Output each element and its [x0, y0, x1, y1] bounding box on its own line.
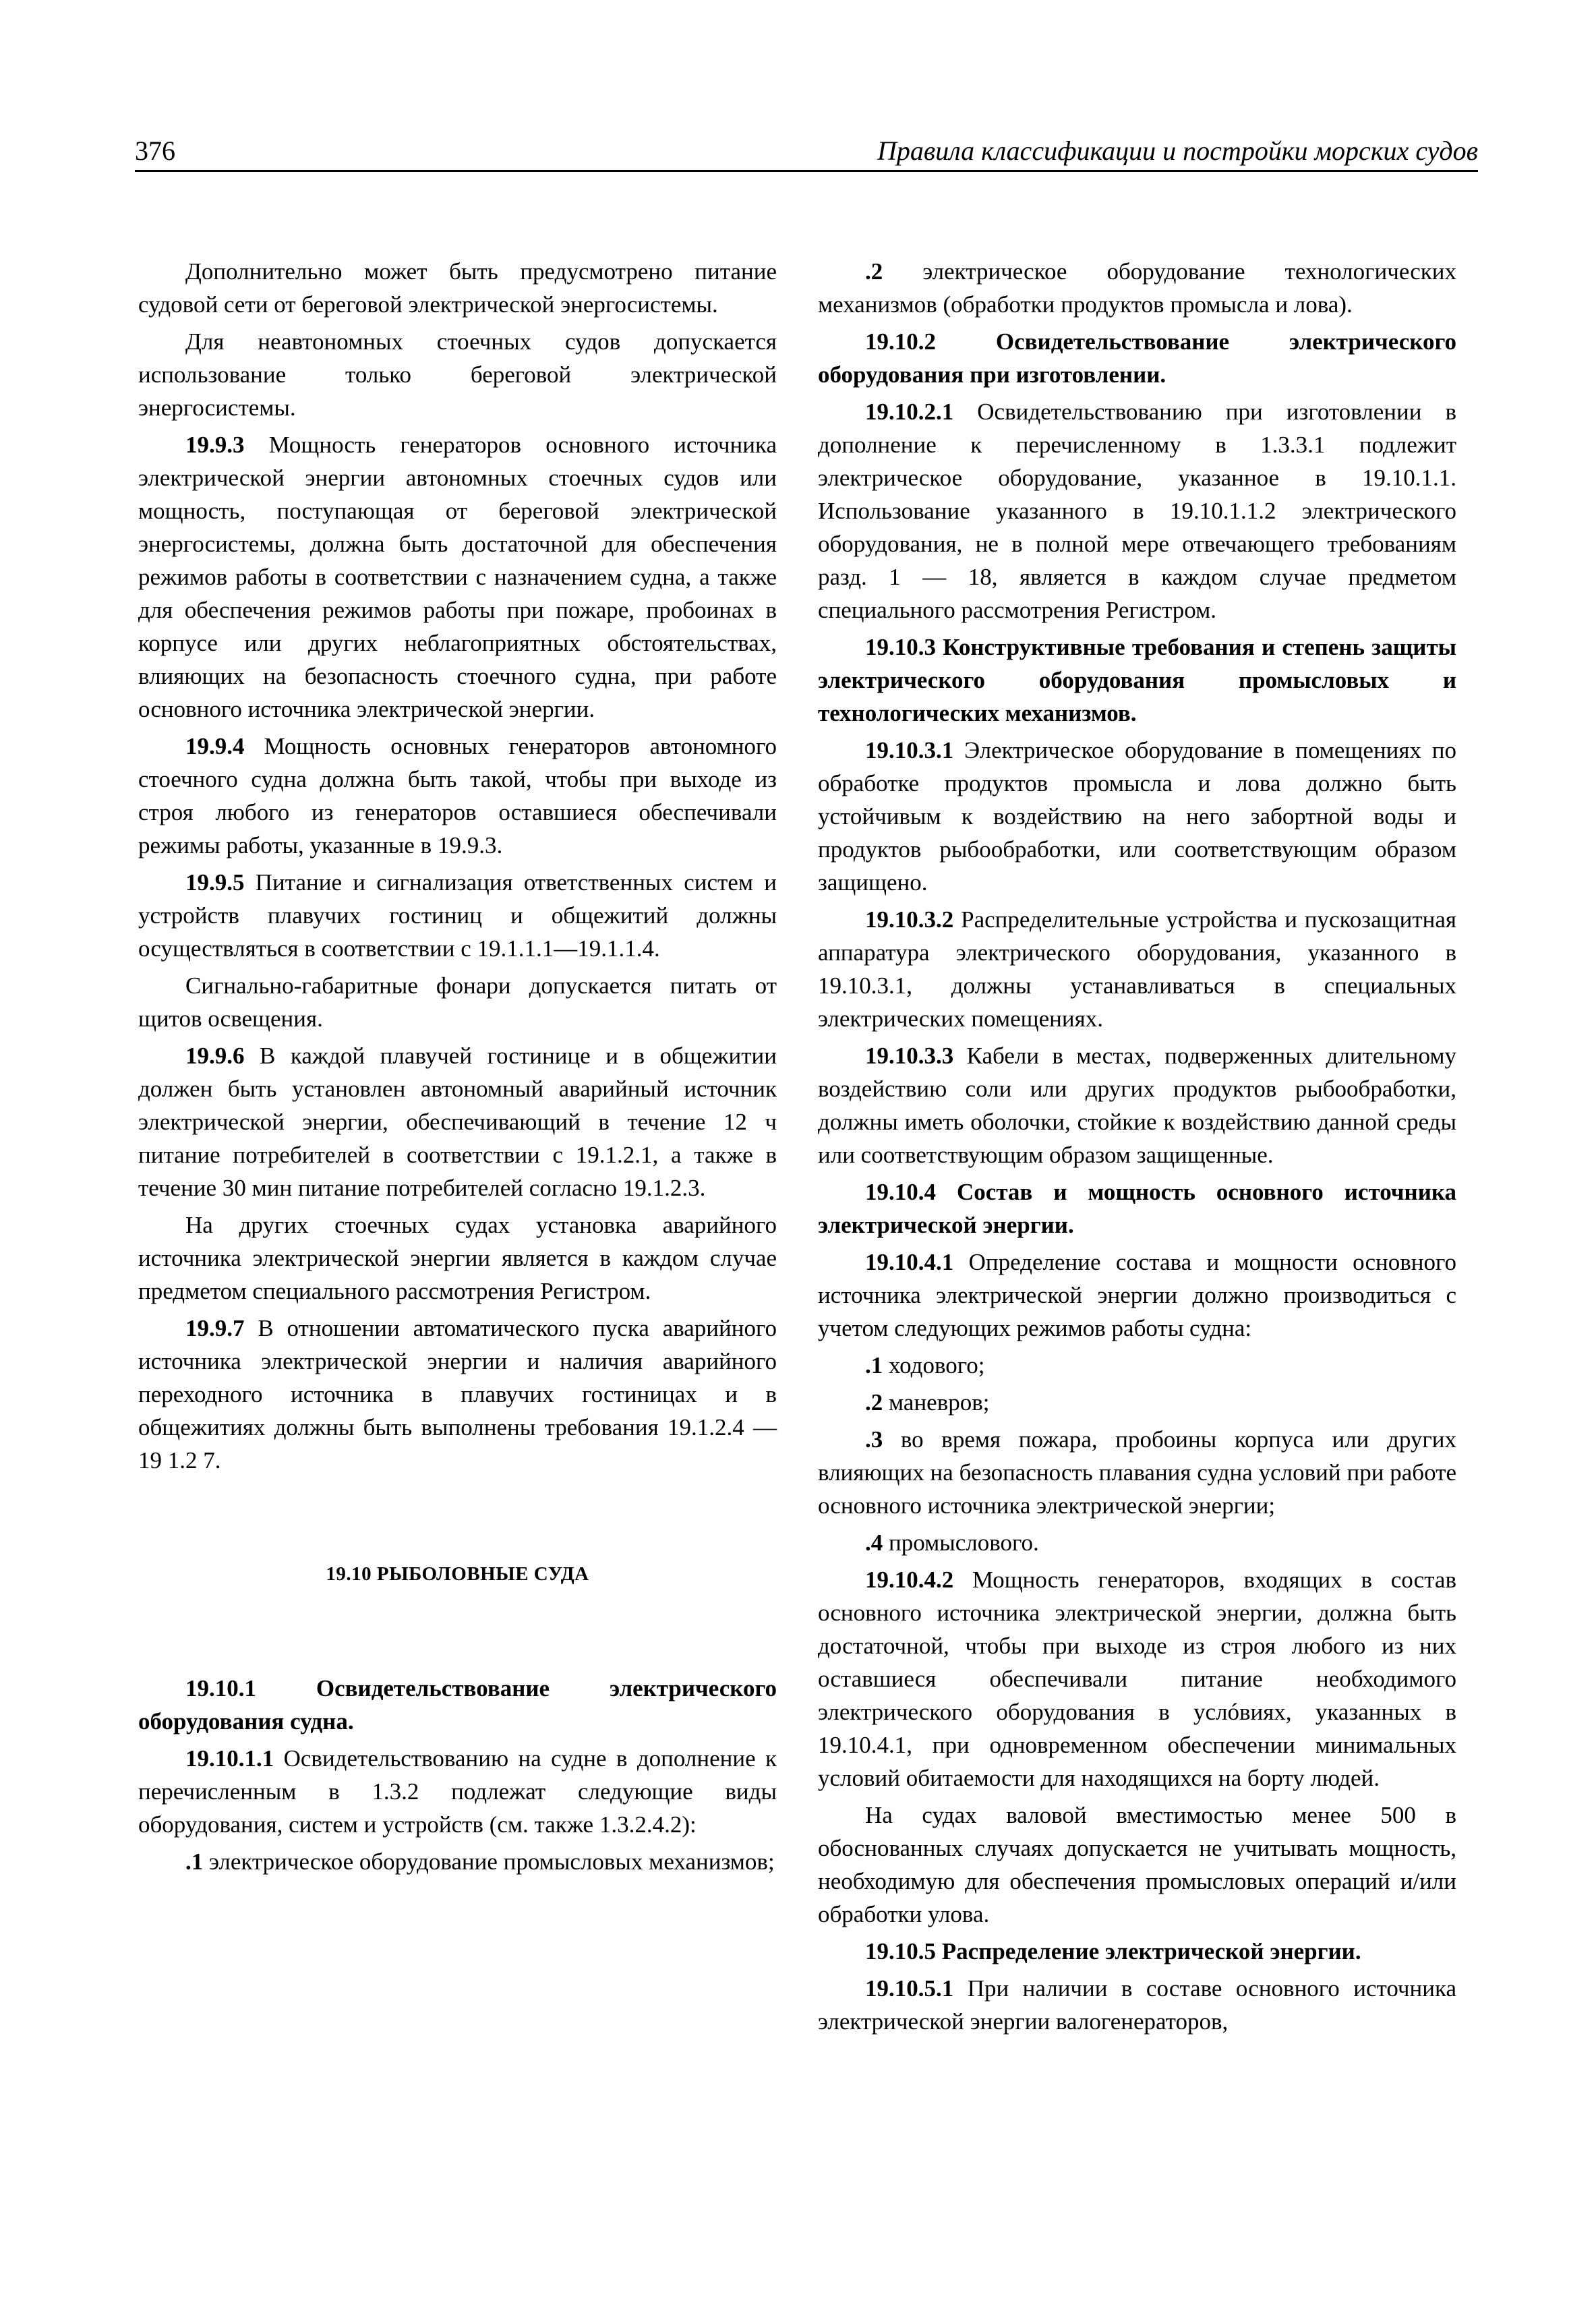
- clause-text: Питание и сигнализация ответственных систем и устройств плавучих гостиниц и общежитий должны осуществляться в соответствии с 19.1.1.1—19.1.1.4.: [138, 869, 777, 962]
- clause-text: При наличии в составе основного источника электрической энергии валогенераторов,: [818, 1975, 1456, 2035]
- clause-text: Освидетельствованию на судне в дополнение к перечисленным в 1.3.2 подлежат следующие виды оборудования, систем и устройств (см. также 1.3.2.4.2):: [138, 1745, 777, 1838]
- clause-text: Определение состава и мощности основного источника электрической энергии должно производиться с учетом следующих режимов работы судна:: [818, 1249, 1456, 1341]
- list-item: [818, 255, 1456, 321]
- paragraph: [818, 1039, 1456, 1171]
- clause-number: 19.10.3.1: [865, 737, 954, 763]
- clause-text: В отношении автоматического пуска аварийного источника электрической энергии и наличия аварийного переходного источника в плавучих гостиницах и в общежитиях должны быть выполнены требования 19.1.2.4 — 19 1.2 7.: [138, 1315, 777, 1474]
- subsection-heading: 19.10.1 Освидетельствование электрического оборудования судна.: [138, 1675, 777, 1734]
- list-text: маневров;: [883, 1389, 990, 1416]
- list-item: [138, 1845, 777, 1878]
- paragraph: [138, 1312, 777, 1477]
- paragraph: [818, 903, 1456, 1035]
- clause-text: Кабели в местах, подверженных длительному воздействию соли или других продуктов рыбообработки, должны иметь оболочки, стойкие к воздействию данной среды или соответствующим образом защищенные.: [818, 1043, 1456, 1168]
- clause-text: Распределительные устройства и пускозащитная аппаратура электрического оборудования, указанного в 19.10.3.1, должны устанавливаться в специальных электрических помещениях.: [818, 906, 1456, 1032]
- list-item: [818, 1526, 1456, 1559]
- clause-number: 19.9.7: [185, 1315, 245, 1341]
- paragraph: [818, 395, 1456, 626]
- list-text: ходового;: [883, 1352, 985, 1378]
- left-column: [138, 255, 777, 1882]
- list-number: .2: [865, 258, 883, 285]
- paragraph: [818, 734, 1456, 899]
- page-header: [135, 135, 1478, 172]
- clause-text: Мощность генераторов основного источника электрической энергии автономных стоечных судов или мощность, поступающая от береговой электрической энергосистемы, должна быть достаточной для обеспечения режимов работы в соответствии с назначением судна, а также для обеспечения режимов работы при пожаре, пробоинах в корпусе или других неблагоприятных обстоятельствах, влияющих на безопасность стоечного судна, при работе основного источника электрической энергии.: [138, 432, 777, 722]
- paragraph: Сигнально-габаритные фонари допускается питать от щитов освещения.: [138, 972, 777, 1032]
- list-item: [818, 1386, 1456, 1419]
- list-text: электрическое оборудование промысловых механизмов;: [203, 1848, 775, 1875]
- clause-text: Мощность основных генераторов автономного стоечного судна должна быть такой, чтобы при выходе из строя любого из генераторов оставшиеся обеспечивали режимы работы, указанные в 19.9.3.: [138, 733, 777, 858]
- paragraph: [138, 428, 777, 726]
- clause-text: Электрическое оборудование в помещениях по обработке продуктов промысла и лова должно быть устойчивым к воздействию на него забортной воды и продуктов рыбообработки, или соответствующим образом защищено.: [818, 737, 1456, 896]
- clause-number: 19.9.4: [185, 733, 245, 759]
- paragraph: [138, 730, 777, 862]
- list-text: во время пожара, пробоины корпуса или других влияющих на безопасность плавания судна условий при работе основного источника электрической энергии;: [818, 1426, 1456, 1519]
- clause-number: 19.9.5: [185, 869, 245, 896]
- page-number: 376: [135, 136, 175, 166]
- paragraph: [818, 1246, 1456, 1345]
- paragraph: Для неавтономных стоечных судов допускается использование только береговой электрической энергосистемы.: [138, 328, 777, 421]
- clause-number: 19.10.4.1: [865, 1249, 954, 1275]
- list-text: промыслового.: [883, 1529, 1039, 1556]
- clause-text: Мощность генераторов, входящих в состав основного источника электрической энергии, должна быть достаточной, чтобы при выходе из строя любого из них оставшиеся обеспечивали питание необходимого электрического оборудования в услóвиях, указанных в 19.10.4.1, при одновременном обеспечении минимальных условий обитаемости для находящихся на борту людей.: [818, 1567, 1456, 1791]
- paragraph: [818, 1563, 1456, 1795]
- clause-number: 19.10.3.2: [865, 906, 954, 933]
- clause-number: 19.10.2.1: [865, 399, 954, 425]
- list-number: .2: [865, 1389, 883, 1416]
- clause-text: Освидетельствованию при изготовлении в дополнение к перечисленному в 1.3.3.1 подлежит электрическое оборудование, указанное в 19.10.1.1. Использование указанного в 19.10.1.1.2 электрического оборудования, не в полной мере отвечающего требованиям разд. 1 — 18, является в каждом случае предметом специального рассмотрения Регистром.: [818, 399, 1456, 623]
- paragraph: [818, 1972, 1456, 2038]
- list-text: электрическое оборудование технологических механизмов (обработки продуктов промысла и лова).: [818, 258, 1456, 318]
- subsection-heading: 19.10.5 Распределение электрической энергии.: [865, 1938, 1361, 1964]
- paragraph: На судах валовой вместимостью менее 500 в обоснованных случаях допускается не учитывать мощность, необходимую для обеспечения промысловых операций и/или обработки улова.: [818, 1802, 1456, 1927]
- clause-number: 19.10.4.2: [865, 1567, 954, 1593]
- paragraph: На других стоечных судах установка аварийного источника электрической энергии является в каждом случае предметом специального рассмотрения Регистром.: [138, 1212, 777, 1304]
- paragraph: [138, 1742, 777, 1841]
- subsection-heading: 19.10.3 Конструктивные требования и степень защиты электрического оборудования промысловых и технологических механизмов.: [818, 634, 1456, 726]
- clause-number: 19.10.3.3: [865, 1043, 954, 1069]
- list-number: .4: [865, 1529, 883, 1556]
- list-item: [818, 1349, 1456, 1382]
- subsection-heading: 19.10.2 Освидетельствование электрического оборудования при изготовлении.: [818, 328, 1456, 388]
- paragraph: [138, 1039, 777, 1204]
- clause-number: 19.9.3: [185, 432, 245, 458]
- list-number: .1: [185, 1848, 204, 1875]
- list-number: .1: [865, 1352, 883, 1378]
- paragraph: [138, 866, 777, 965]
- list-item: [818, 1423, 1456, 1522]
- clause-number: 19.9.6: [185, 1043, 245, 1069]
- running-title: Правила классификации и постройки морских судов: [877, 136, 1478, 166]
- clause-number: 19.10.1.1: [185, 1745, 274, 1772]
- subsection-heading: 19.10.4 Состав и мощность основного источника электрической энергии.: [818, 1179, 1456, 1238]
- paragraph: Дополнительно может быть предусмотрено питание судовой сети от береговой электрической энергосистемы.: [138, 258, 777, 318]
- right-column: [818, 255, 1456, 2042]
- clause-number: 19.10.5.1: [865, 1975, 954, 2002]
- list-number: .3: [865, 1426, 883, 1453]
- section-title: 19.10 РЫБОЛОВНЫЕ СУДА: [326, 1563, 589, 1585]
- clause-text: В каждой плавучей гостинице и в общежитии должен быть установлен автономный аварийный источник электрической энергии, обеспечивающий в течение 12 ч питание потребителей в соответствии с 19.1.2.1, а также в течение 30 мин питание потребителей согласно 19.1.2.3.: [138, 1043, 777, 1201]
